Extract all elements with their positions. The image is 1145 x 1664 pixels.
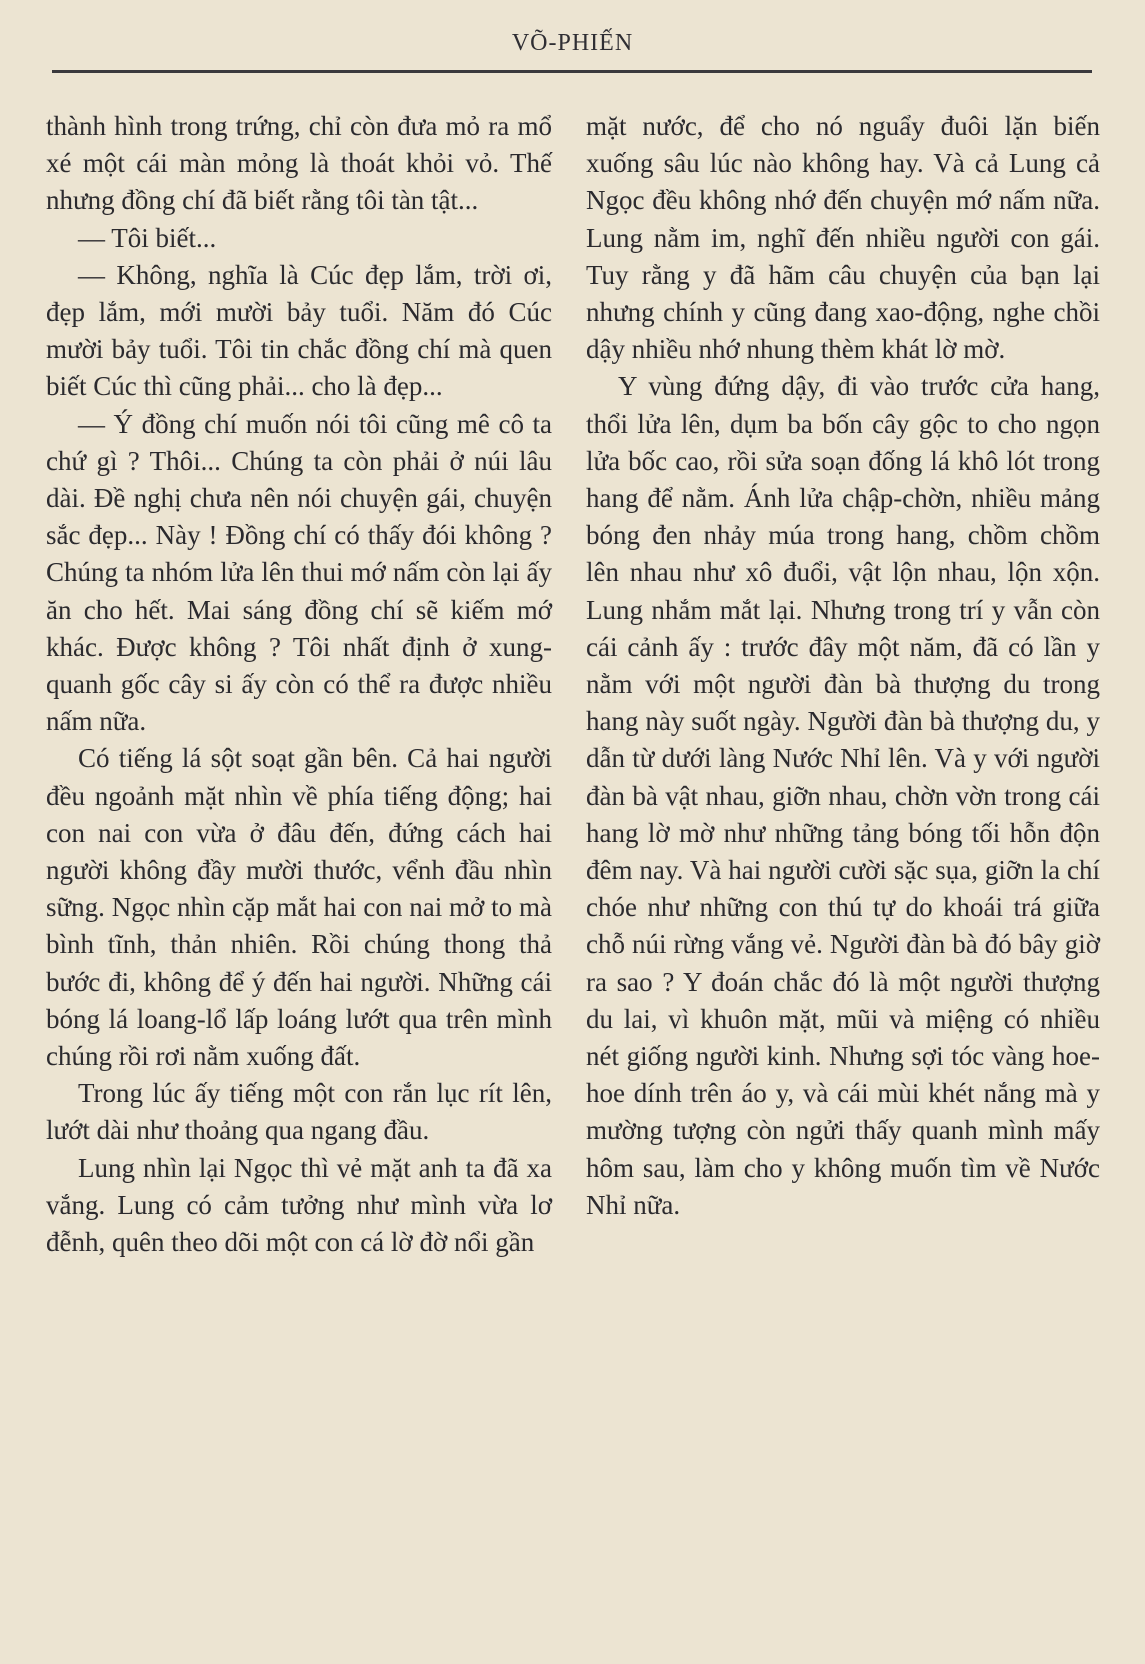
- paragraph: — Không, nghĩa là Cúc đẹp lắm, trời ơi, đẹp lắm, mới mười bảy tuổi. Năm đó Cúc mười bảy tuổi. Tôi tin chắc đồng chí mà quen biết Cúc thì cũng phải... cho là đẹp...: [46, 259, 552, 402]
- paragraph: thành hình trong trứng, chỉ còn đưa mỏ ra mổ xé một cái màn mỏng là thoát khỏi vỏ. Thế nhưng đồng chí đã biết rằng tôi tàn tật...: [46, 111, 552, 216]
- paragraph: mặt nước, để cho nó nguẩy đuôi lặn biến xuống sâu lúc nào không hay. Và cả Lung cả Ngọc đều không nhớ đến chuyện mớ nấm nữa. Lung nằm im, nghĩ đến nhiều người con gái. Tuy rằng y đã hãm câu chuyện của bạn lại nhưng chính y cũng đang xao-động, nghe chồi dậy nhiều nhớ nhung thèm khát lờ mờ.: [586, 111, 1100, 365]
- header-rule: [52, 70, 1092, 73]
- paragraph: Trong lúc ấy tiếng một con rắn lục rít lên, lướt dài như thoảng qua ngang đầu.: [46, 1078, 552, 1146]
- paragraph: Lung nhìn lại Ngọc thì vẻ mặt anh ta đã xa vắng. Lung có cảm tưởng như mình vừa lơ đễnh, quên theo dõi một con cá lờ đờ nổi gần: [46, 1152, 552, 1258]
- paragraph: Có tiếng lá sột soạt gần bên. Cả hai người đều ngoảnh mặt nhìn về phía tiếng động; hai con nai con vừa ở đâu đến, đứng cách hai người không đầy mười thước, vểnh đầu nhìn sững. Ngọc nhìn cặp mắt hai con nai mở to mà bình tĩnh, thản nhiên. Rồi chúng thong thả bước đi, không để ý đến hai người. Những cái bóng lá loang-lổ lấp loáng lướt qua trên mình chúng rồi rơi nằm xuống đất.: [46, 743, 552, 1072]
- paragraph: Y vùng đứng dậy, đi vào trước cửa hang, thổi lửa lên, dụm ba bốn cây gộc to cho ngọn lửa bốc cao, rồi sửa soạn đống lá khô lót trong hang để nằm. Ánh lửa chập-chờn, nhiều mảng bóng đen nhảy múa trong hang, chồm chồm lên nhau như xô đuổi, vật lộn nhau, lộn xộn. Lung nhắm mắt lại. Nhưng trong trí y vẫn còn cái cảnh ấy : trước đây một năm, đã có lần y nằm với một người đàn bà thượng du trong hang này suốt ngày. Người đàn bà thượng du, y dẫn từ dưới làng Nước Nhỉ lên. Và y với người đàn bà vật nhau, giỡn nhau, chờn vờn trong cái hang lờ mờ như những tảng bóng tối hỗn độn đêm nay. Và hai người cười sặc sụa, giỡn la chí chóe như những con thú tự do khoái trá giữa chỗ núi rừng vắng vẻ. Người đàn bà đó bây giờ ra sao ? Y đoán chắc đó là một người thượng du lai, vì khuôn mặt, mũi và miệng có nhiều nét giống người kinh. Nhưng sợi tóc vàng hoe-hoe dính trên áo y, và cái mùi khét nắng mà y mường tượng còn ngửi thấy quanh mình mấy hôm sau, làm cho y không muốn tìm về Nước Nhỉ nữa.: [586, 371, 1100, 1220]
- left-column: [46, 108, 552, 1261]
- paragraph: — Tôi biết...: [78, 222, 217, 253]
- running-header: VÕ-PHIẾN: [511, 30, 634, 56]
- right-column: [586, 108, 1100, 1224]
- paragraph: — Ý đồng chí muốn nói tôi cũng mê cô ta chứ gì ? Thôi... Chúng ta còn phải ở núi lâu dài. Đề nghị chưa nên nói chuyện gái, chuyện sắc đẹp... Này ! Đồng chí có thấy đói không ? Chúng ta nhóm lửa lên thui mớ nấm còn lại ấy ăn cho hết. Mai sáng đồng chí sẽ kiếm mớ khác. Được không ? Tôi nhất định ở xung-quanh gốc cây si ấy còn có thể ra được nhiều nấm nữa.: [46, 408, 552, 737]
